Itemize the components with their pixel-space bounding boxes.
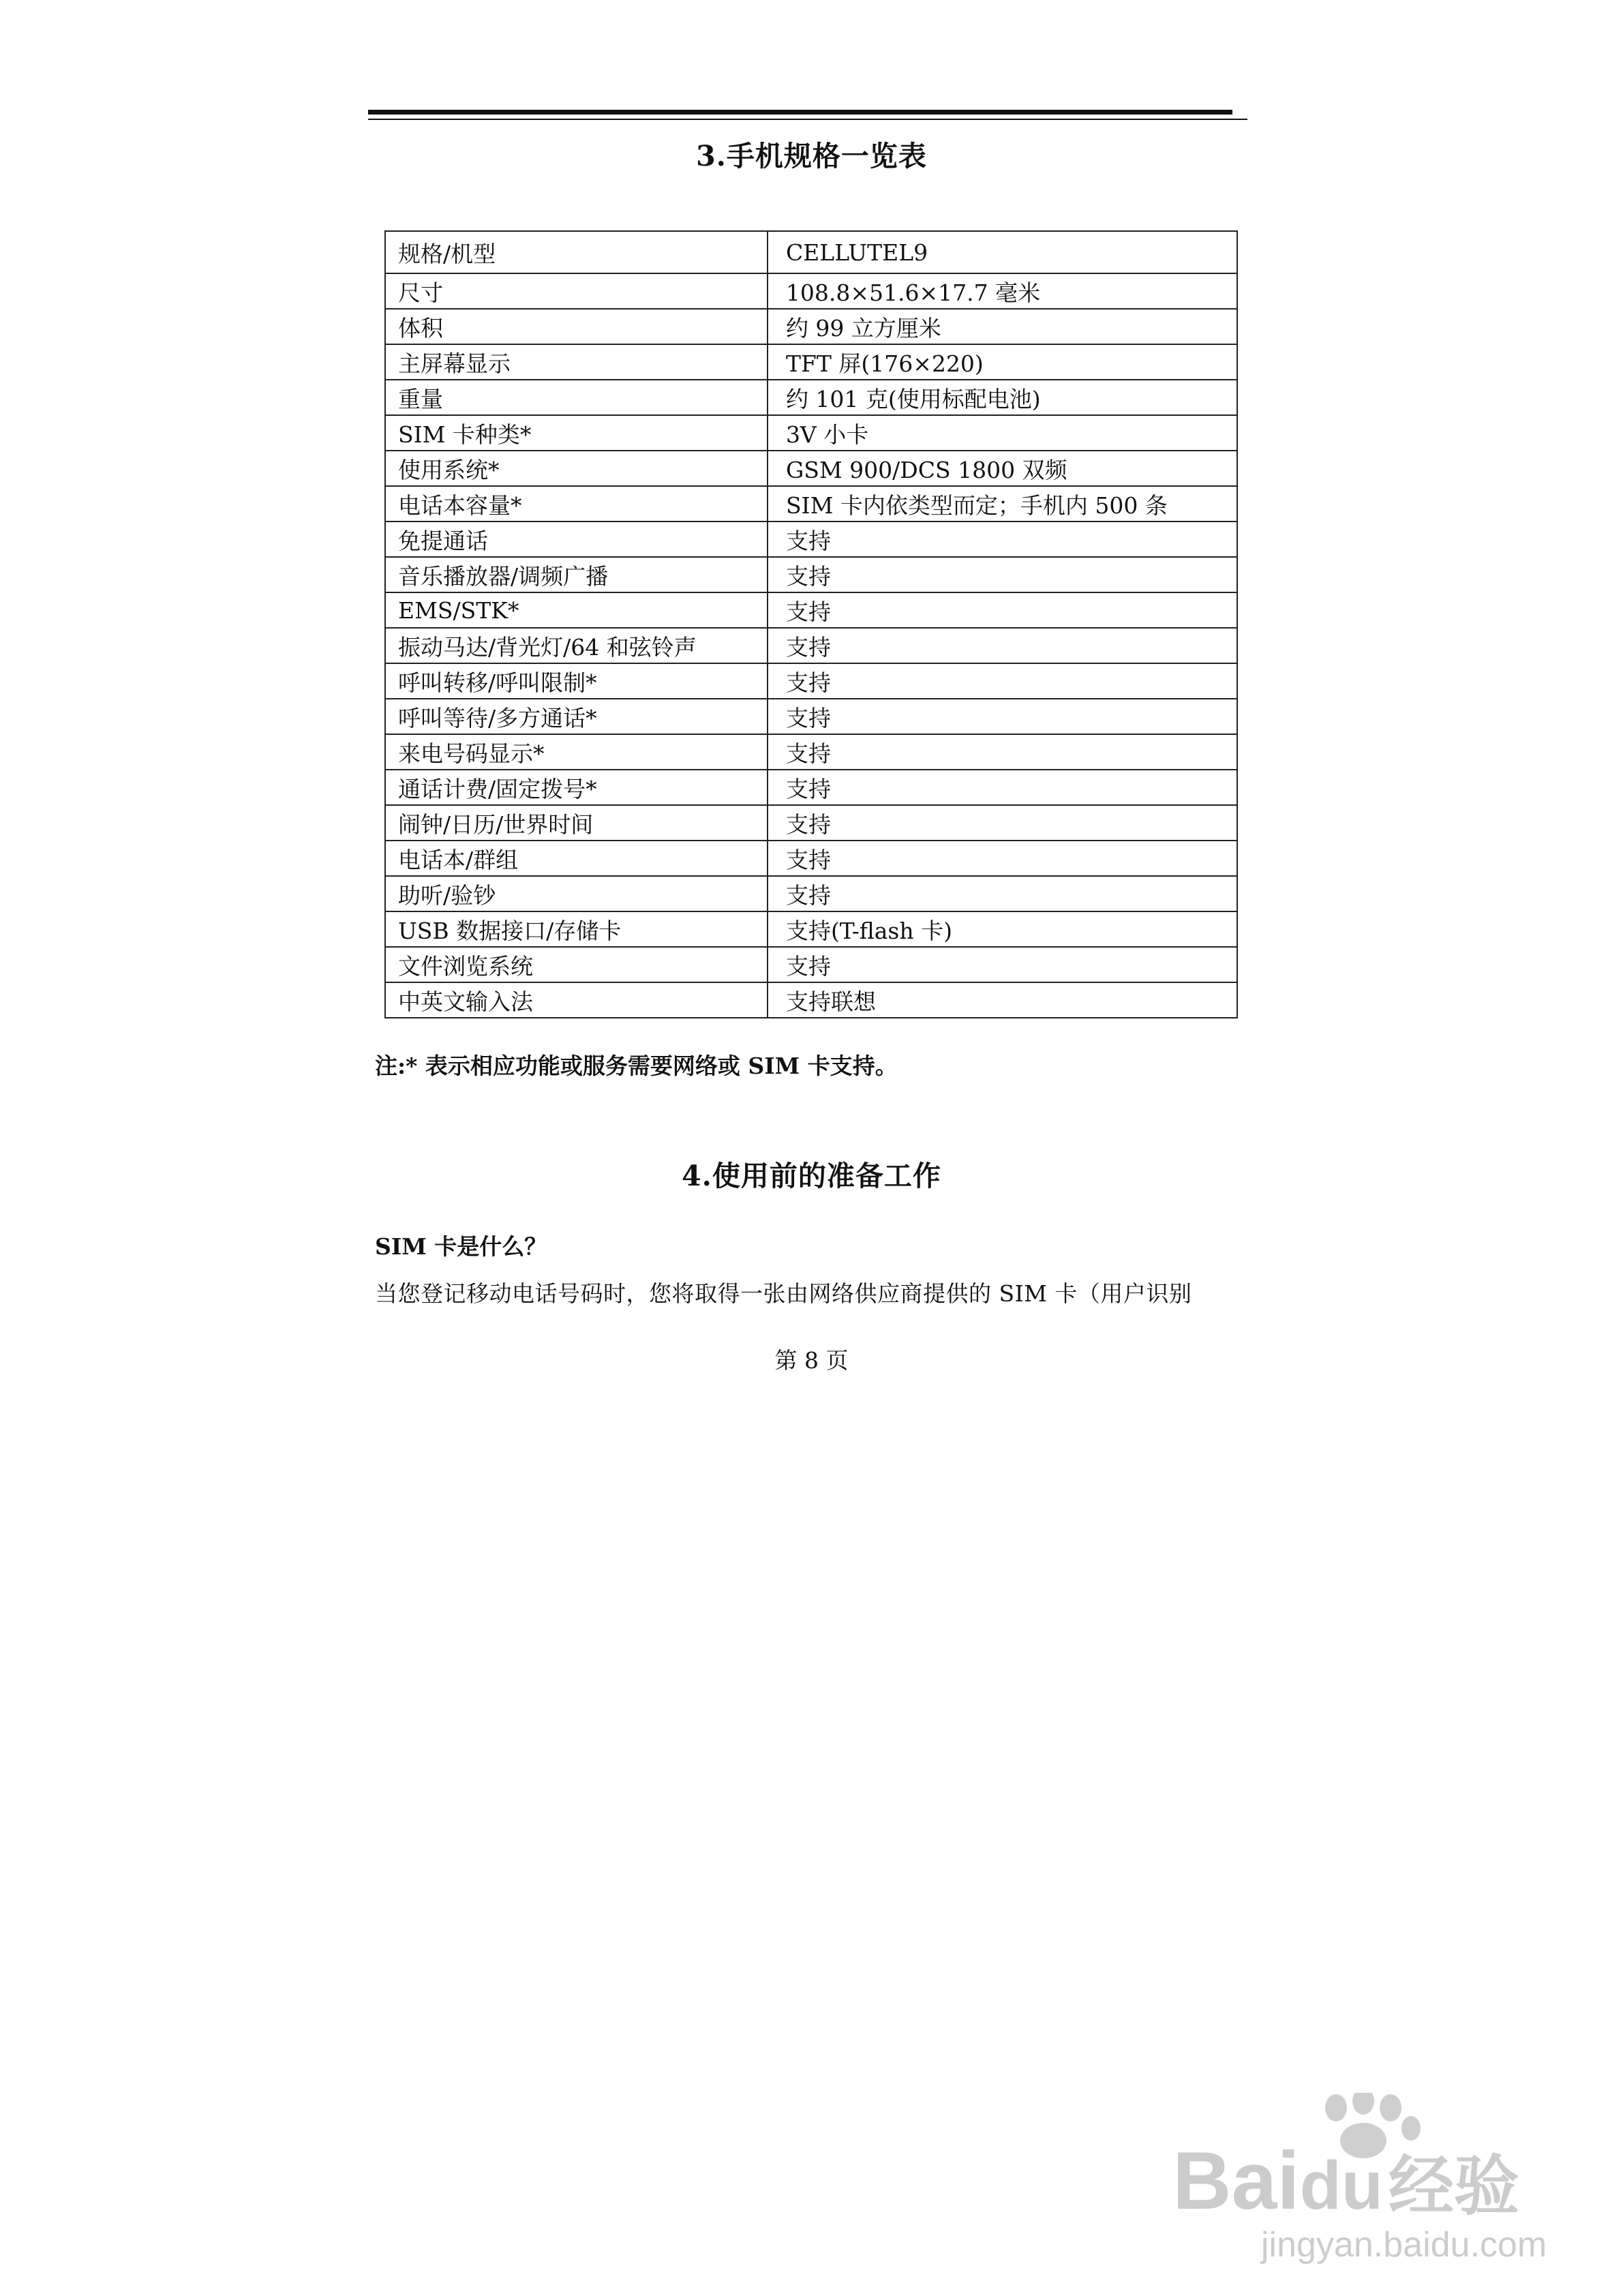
spec-label-cell: 文件浏览系统 xyxy=(385,947,768,982)
spec-row xyxy=(385,805,1237,841)
spec-row xyxy=(385,876,1237,911)
header-rule-thin xyxy=(368,119,1247,120)
spec-value-cell: 支持(T-flash 卡) xyxy=(768,911,1237,947)
spec-label-cell: 电话本容量* xyxy=(385,486,768,522)
spec-value-cell: GSM 900/DCS 1800 双频 xyxy=(768,451,1237,486)
spec-label-cell: 振动马达/背光灯/64 和弦铃声 xyxy=(385,628,768,663)
spec-label-cell: 体积 xyxy=(385,309,768,344)
spec-label-cell: 规格/机型 xyxy=(385,231,768,273)
spec-value-cell: 支持 xyxy=(768,557,1237,592)
spec-label-cell: 呼叫等待/多方通话* xyxy=(385,699,768,734)
spec-value-cell: 支持 xyxy=(768,663,1237,699)
spec-value-cell: 支持联想 xyxy=(768,982,1237,1018)
spec-value-cell: SIM 卡内依类型而定；手机内 500 条 xyxy=(768,486,1237,522)
spec-value-cell: 支持 xyxy=(768,876,1237,911)
spec-label-cell: 助听/验钞 xyxy=(385,876,768,911)
spec-value-cell: 支持 xyxy=(768,628,1237,663)
watermark-logo-text: Baidu经验 xyxy=(1172,2135,1519,2226)
spec-value-cell: 支持 xyxy=(768,734,1237,770)
spec-row xyxy=(385,734,1237,770)
spec-label-cell: 免提通话 xyxy=(385,522,768,557)
spec-label-cell: 电话本/群组 xyxy=(385,841,768,876)
spec-row xyxy=(385,947,1237,982)
spec-label-cell: 使用系统* xyxy=(385,451,768,486)
spec-row xyxy=(385,841,1237,876)
spec-row xyxy=(385,522,1237,557)
spec-table xyxy=(384,230,1238,1018)
spec-row xyxy=(385,451,1237,486)
sim-card-subheading: SIM 卡是什么？ xyxy=(375,1233,547,1260)
spec-row xyxy=(385,770,1237,805)
spec-label-cell: USB 数据接口/存储卡 xyxy=(385,911,768,947)
spec-value-cell: 支持 xyxy=(768,805,1237,841)
spec-row xyxy=(385,309,1237,344)
spec-value-cell: 3V 小卡 xyxy=(768,415,1237,451)
spec-row xyxy=(385,557,1237,592)
section-3-title: 3.手机规格一览表 xyxy=(696,140,927,172)
spec-row xyxy=(385,982,1237,1018)
spec-value-cell: TFT 屏(176×220) xyxy=(768,344,1237,380)
spec-row xyxy=(385,344,1237,380)
spec-label-cell: EMS/STK* xyxy=(385,592,768,628)
spec-value-cell: 约 99 立方厘米 xyxy=(768,309,1237,344)
spec-table-body xyxy=(385,231,1237,1018)
spec-row xyxy=(385,273,1237,309)
header-rule-thick xyxy=(368,110,1232,115)
spec-value-cell: 支持 xyxy=(768,770,1237,805)
spec-label-cell: 音乐播放器/调频广播 xyxy=(385,557,768,592)
spec-value-cell: 约 101 克(使用标配电池) xyxy=(768,380,1237,415)
spec-row xyxy=(385,231,1237,273)
spec-value-cell: 支持 xyxy=(768,699,1237,734)
baidu-jingyan-watermark xyxy=(1159,2093,1595,2270)
table-note: 注:* 表示相应功能或服务需要网络或 SIM 卡支持。 xyxy=(375,1053,898,1079)
watermark-url: jingyan.baidu.com xyxy=(1261,2225,1547,2265)
spec-value-cell: CELLUTEL9 xyxy=(768,231,1237,273)
spec-label-cell: SIM 卡种类* xyxy=(385,415,768,451)
spec-row xyxy=(385,486,1237,522)
spec-label-cell: 呼叫转移/呼叫限制* xyxy=(385,663,768,699)
spec-value-cell: 108.8×51.6×17.7 毫米 xyxy=(768,273,1237,309)
spec-label-cell: 中英文输入法 xyxy=(385,982,768,1018)
spec-label-cell: 主屏幕显示 xyxy=(385,344,768,380)
spec-value-cell: 支持 xyxy=(768,841,1237,876)
spec-row xyxy=(385,592,1237,628)
spec-label-cell: 闹钟/日历/世界时间 xyxy=(385,805,768,841)
spec-row xyxy=(385,628,1237,663)
spec-value-cell: 支持 xyxy=(768,947,1237,982)
page-number: 第 8 页 xyxy=(774,1347,849,1374)
spec-value-cell: 支持 xyxy=(768,522,1237,557)
spec-row xyxy=(385,663,1237,699)
spec-row xyxy=(385,380,1237,415)
section-4-title: 4.使用前的准备工作 xyxy=(682,1160,941,1192)
spec-label-cell: 来电号码显示* xyxy=(385,734,768,770)
spec-label-cell: 重量 xyxy=(385,380,768,415)
spec-value-cell: 支持 xyxy=(768,592,1237,628)
sim-card-paragraph: 当您登记移动电话号码时，您将取得一张由网络供应商提供的 SIM 卡（用户识别 xyxy=(375,1280,1192,1307)
spec-row xyxy=(385,699,1237,734)
spec-label-cell: 尺寸 xyxy=(385,273,768,309)
spec-label-cell: 通话计费/固定拨号* xyxy=(385,770,768,805)
spec-row xyxy=(385,911,1237,947)
spec-row xyxy=(385,415,1237,451)
